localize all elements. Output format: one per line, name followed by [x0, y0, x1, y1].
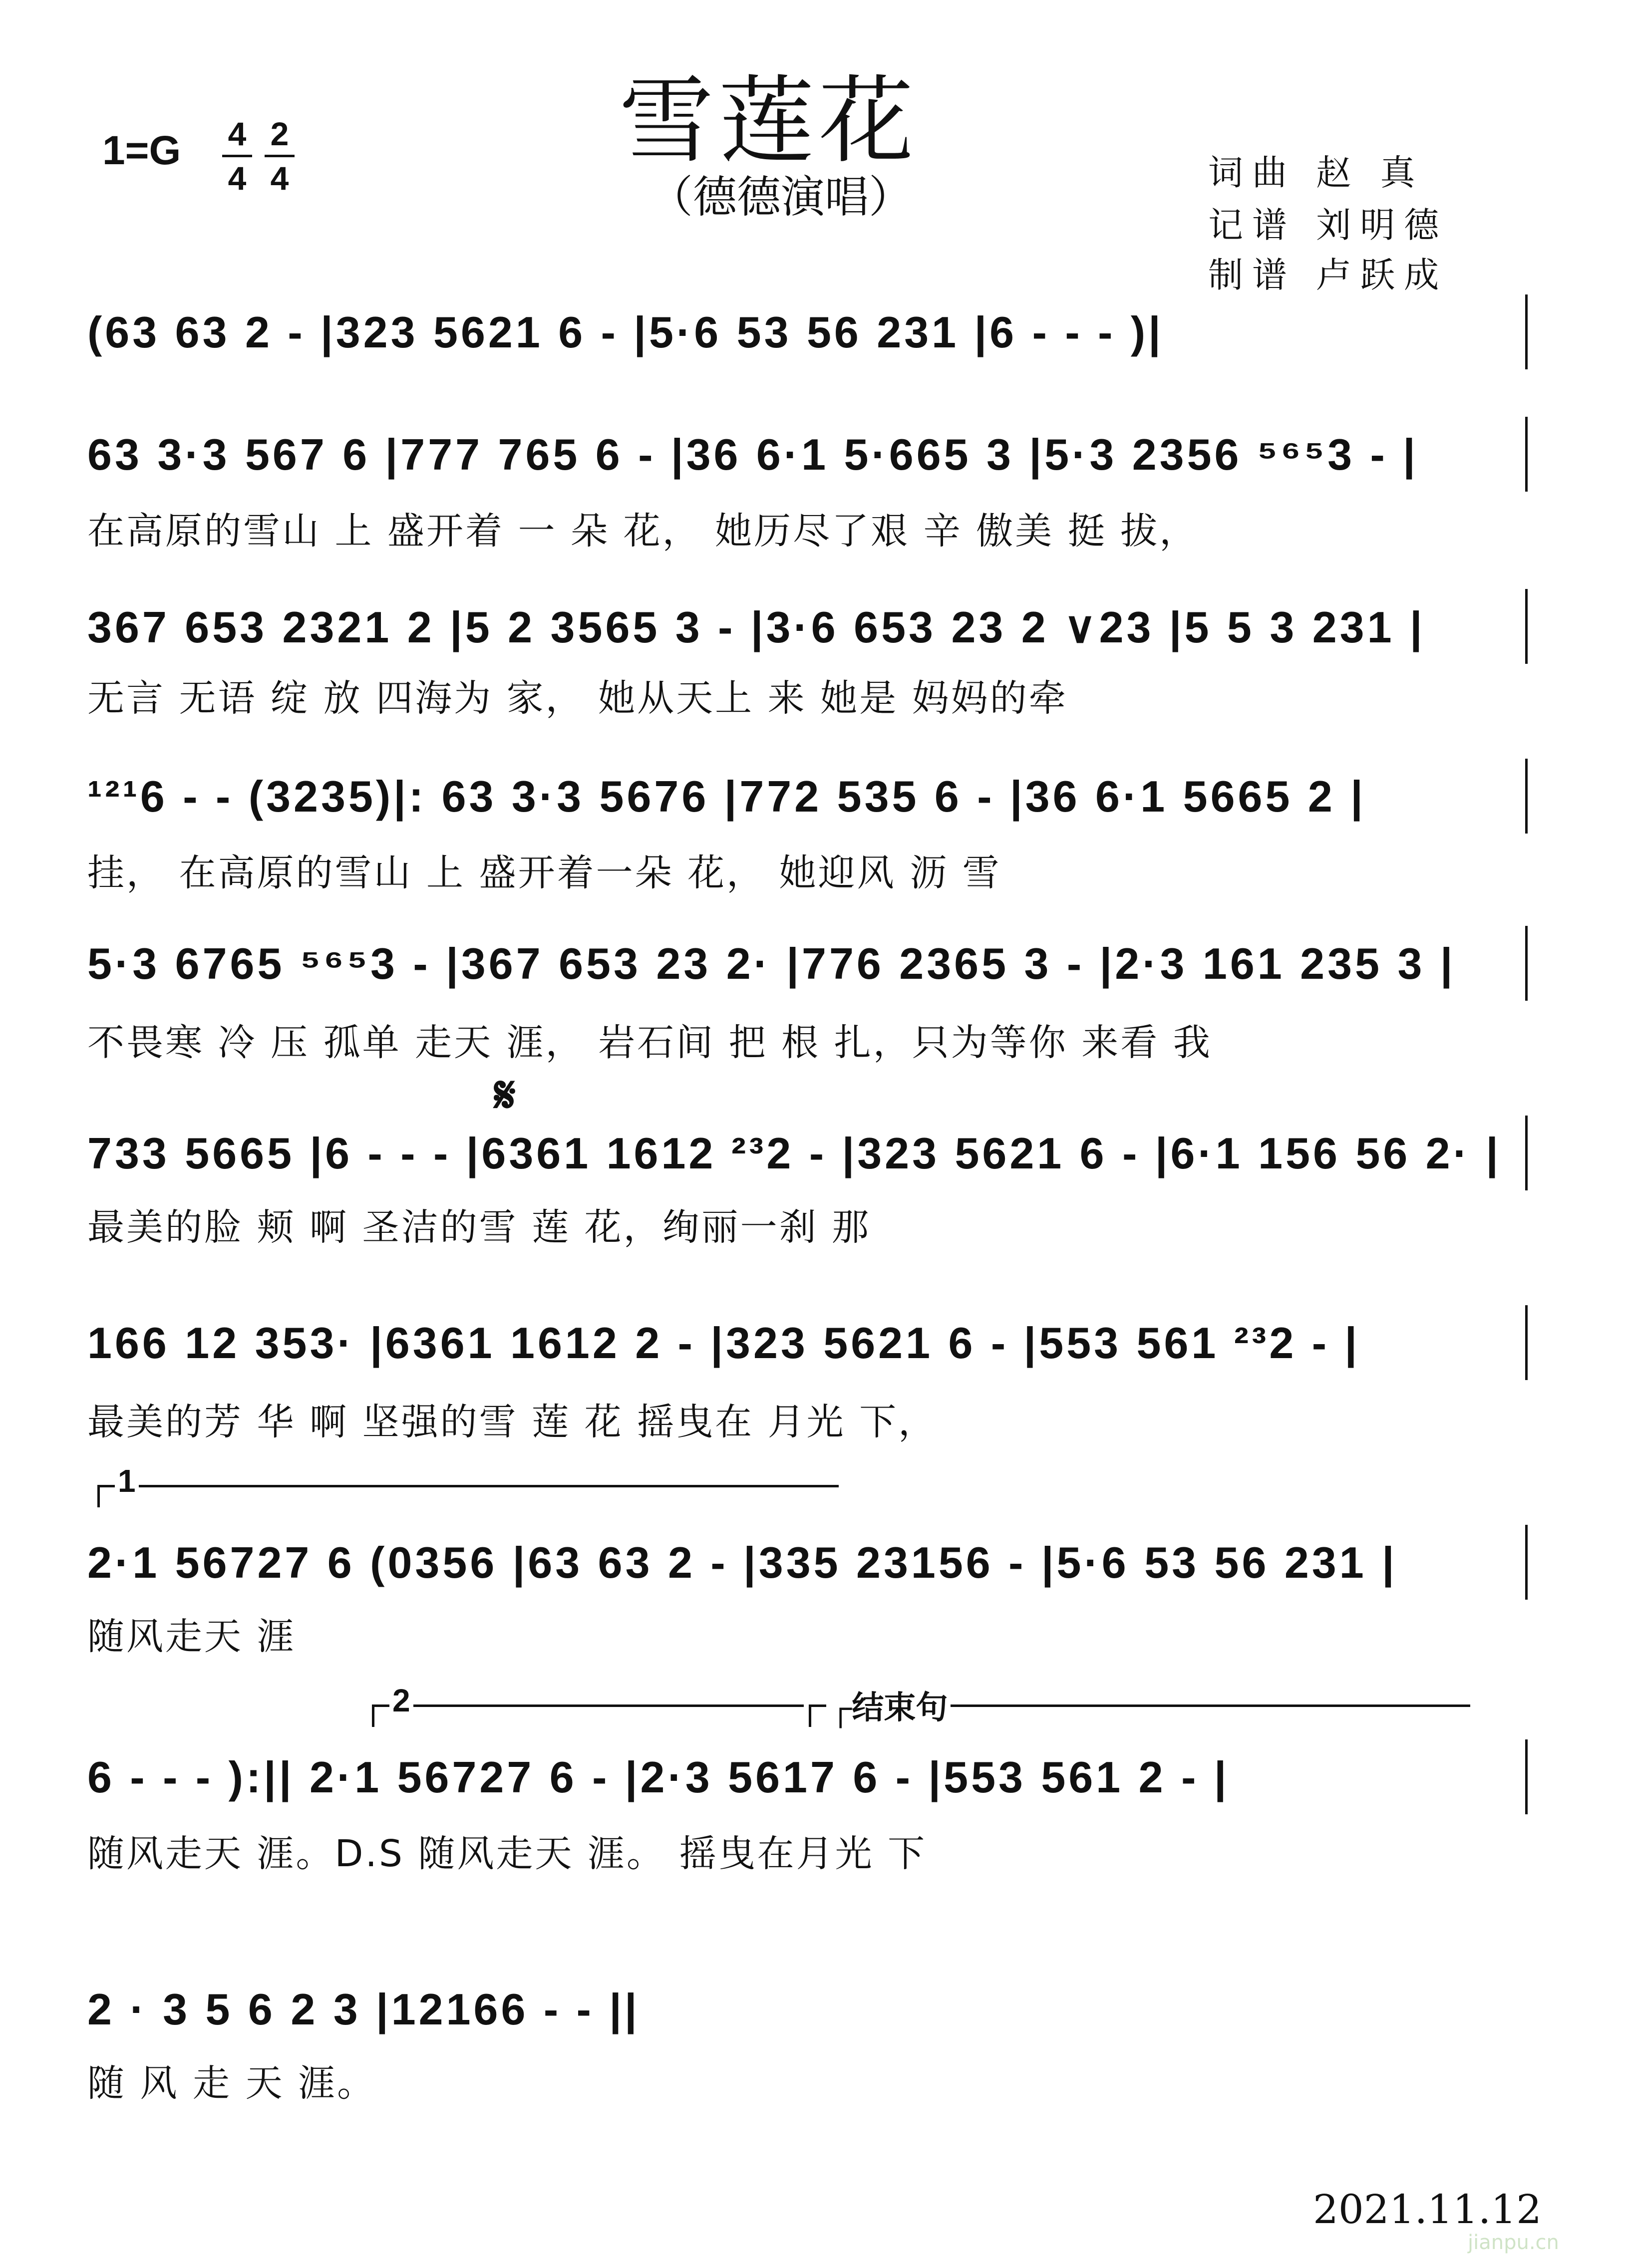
staff-line-6: 733 5665 |6 - - - |6361 1612 ²³2 - |323 5621 6 - |6·1 156 56 2· | — [87, 1129, 1501, 1178]
lyric-line-6: 最美的脸 颊 啊 圣洁的雪 莲 花，绚丽一刹 那 — [87, 1206, 871, 1249]
staff-line-8: 2·1 56727 6 (0356 |63 63 2 - |335 23156 - |5·6 53 56 231 | — [87, 1538, 1397, 1587]
staff-line-7: 166 12 353· |6361 1612 2 - |323 5621 6 - |553 561 ²³2 - | — [87, 1318, 1360, 1368]
staff-line-3: 367 653 2321 2 |5 2 3565 3 - |3·6 653 23 2 ∨23 |5 5 3 231 | — [87, 602, 1425, 652]
barline-right-2 — [1525, 417, 1528, 492]
staff-line-2: 63 3·3 567 6 |777 765 6 - |36 6·1 5·665 3 |5·3 2356 ⁵⁶⁵3 - | — [87, 430, 1418, 479]
lyric-line-3: 无言 无语 绽 放 四海为 家， 她从天上 来 她是 妈妈的牵 — [87, 677, 1068, 720]
credit-composer: 词曲 赵 真 — [1208, 152, 1424, 193]
lyric-line-5: 不畏寒 冷 压 孤单 走天 涯， 岩石间 把 根 扎，只为等你 来看 我 — [87, 1021, 1212, 1064]
lyric-line-10: 随 风 走 天 涯。 — [87, 2062, 376, 2105]
lyric-line-7: 最美的芳 华 啊 坚强的雪 莲 花 摇曳在 月光 下， — [87, 1401, 938, 1443]
credit-transcriber: 记谱 刘明德 — [1208, 205, 1448, 246]
second-ending-bracket: 2 — [372, 1704, 804, 1727]
staff-line-4: ¹²¹6 - - (3235)|: 63 3·3 5676 |772 535 6 - |36 6·1 5665 2 | — [87, 772, 1366, 821]
barline-right-6 — [1525, 1116, 1528, 1190]
lyric-line-4: 挂， 在高原的雪山 上 盛开着一朵 花， 她迎风 沥 雪 — [87, 851, 1001, 894]
staff-line-1: (63 63 2 - |323 5621 6 - |5·6 53 56 231 |6 - - - )| — [87, 307, 1164, 357]
segno-sign: 𝄋 — [494, 1066, 516, 1124]
song-title: 雪莲花 — [619, 66, 919, 176]
barline-right-5 — [1525, 926, 1528, 1001]
barline-right-4 — [1525, 759, 1528, 834]
first-ending-bracket: 1 — [97, 1485, 839, 1507]
key-signature: 1=G — [102, 128, 181, 173]
watermark: jianpu.cn — [1468, 2231, 1559, 2254]
lyric-line-9: 随风走天 涯。D.S 随风走天 涯。 摇曳在月光 下 — [87, 1832, 927, 1875]
credit-engraver: 制谱 卢跃成 — [1208, 255, 1448, 295]
barline-right-9 — [1525, 1739, 1528, 1814]
staff-line-9: 6 - - - ):|| 2·1 56727 6 - |2·3 5617 6 - |553 561 2 - | — [87, 1752, 1230, 1802]
singer-subtitle: （德德演唱） — [649, 171, 913, 223]
barline-right-1 — [1525, 294, 1528, 369]
date-stamp: 2021.11.12 — [1313, 2186, 1542, 2233]
staff-line-5: 5·3 6765 ⁵⁶⁵3 - |367 653 23 2· |776 2365 3 - |2·3 161 235 3 | — [87, 939, 1456, 988]
time-signature-1: 4 4 — [222, 115, 252, 197]
lyric-line-8: 随风走天 涯 — [87, 1615, 296, 1658]
lyric-line-2: 在高原的雪山 上 盛开着 一 朵 花， 她历尽了艰 辛 傲美 挺 拔， — [87, 510, 1199, 553]
barline-right-7 — [1525, 1305, 1528, 1380]
coda-ending-bracket: ┌结束句 — [809, 1704, 1470, 1727]
barline-right-3 — [1525, 589, 1528, 664]
staff-line-10: 2 · 3 5 6 2 3 |12166 - - || — [87, 1984, 640, 2034]
time-signature-2: 2 4 — [265, 115, 295, 197]
barline-right-8 — [1525, 1525, 1528, 1600]
